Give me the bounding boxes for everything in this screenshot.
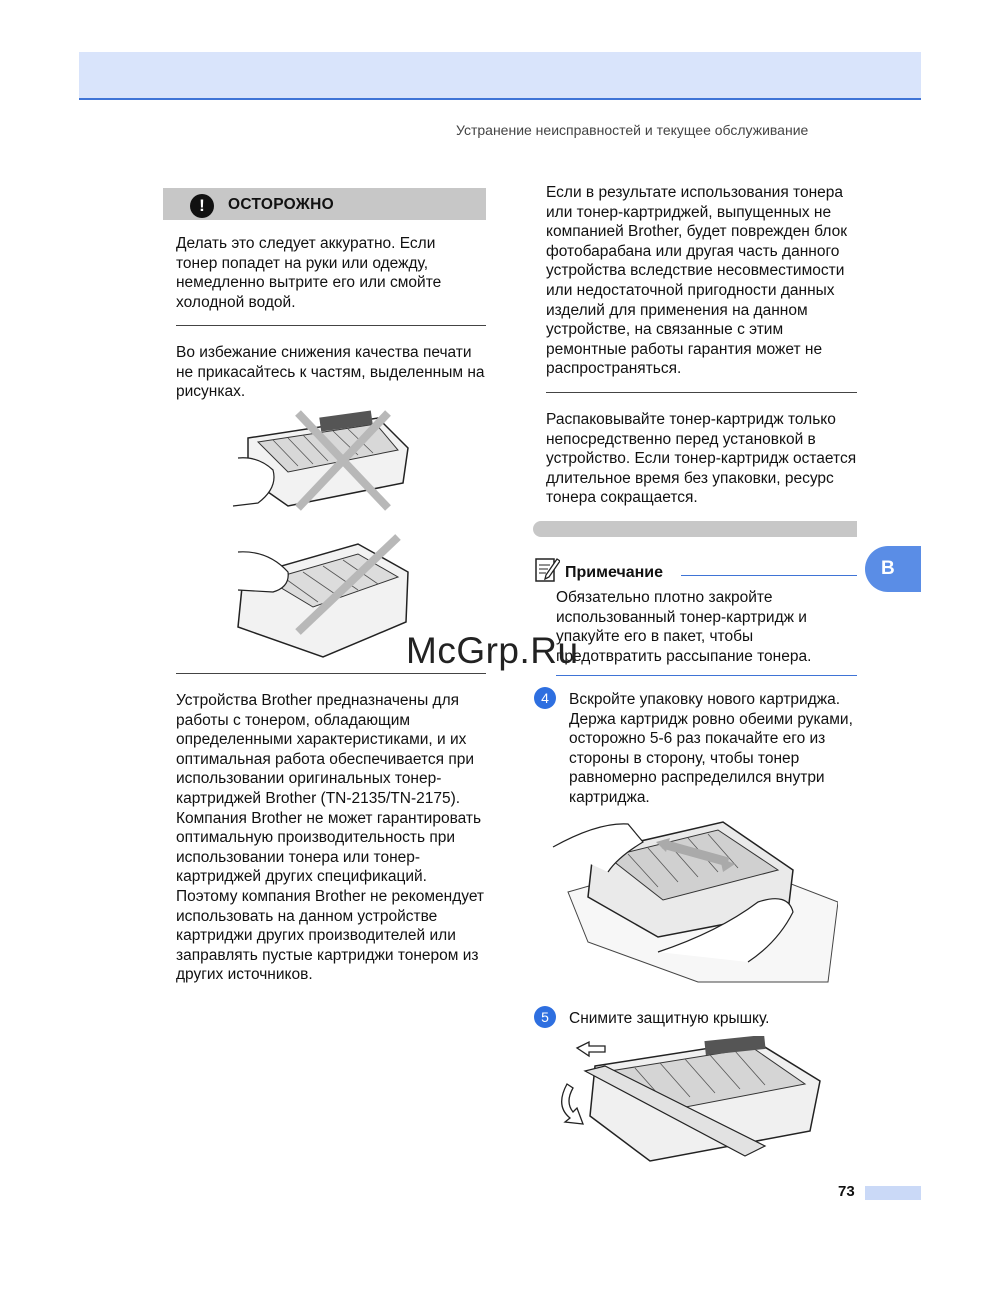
caution-text: Делать это следует аккуратно. Если тонер попадет на руки или одежду, немедленно вытрите его или смойте холодной водой. <box>176 235 442 311</box>
note-label: Примечание <box>565 564 664 581</box>
toner-cartridge-illustration <box>228 408 418 518</box>
exclamation-icon: ! <box>190 194 214 218</box>
note-text: Обязательно плотно закройте использованный тонер-картридж и упакуйте его в пакет, чтобы предотвратить рассыпание тонера. <box>556 589 812 665</box>
header-band <box>79 52 921 100</box>
step-number: 4 <box>534 687 556 709</box>
page-number-band <box>865 1186 921 1200</box>
divider <box>176 325 486 326</box>
step-text: Снимите защитную крышку. <box>569 1010 770 1027</box>
step-text: Вскройте упаковку нового картриджа. Держа картридж ровно обеими руками, осторожно 5-6 раз покачайте его из стороны в сторону, чтобы тонер равномерно распределился внутри картриджа. <box>569 691 853 806</box>
shake-cartridge-illustration <box>548 812 838 992</box>
note-rule <box>681 575 857 576</box>
running-head: Устранение неисправностей и текущее обслуживание <box>456 122 809 138</box>
remove-cover-illustration <box>555 1036 830 1166</box>
caution-label: ОСТОРОЖНО <box>228 196 334 213</box>
step-number: 5 <box>534 1006 556 1028</box>
divider <box>176 673 486 674</box>
note-pencil-icon <box>534 555 560 583</box>
note-bottom-rule <box>556 675 857 676</box>
divider <box>546 392 857 393</box>
unpack-text: Распаковывайте тонер-картридж только непосредственно перед установкой в устройство. Если тонер-картридж остается длительное время без упаковки, ресурс тонера сокращается. <box>546 411 857 507</box>
brother-note-text: Устройства Brother предназначены для работы с тонером, обладающим определенными характеристиками, и их оптимальная работа обеспечивается при использовании оригинальных тонер-картриджей Brother (TN-2135/TN-2175). Компания Brother не может гарантировать оптимальную производительность при использовании тонера или тонер-картриджей других спецификаций. Поэтому компания Brother не рекомендует использовать на данном устройстве картриджи других производителей или заправлять пустые картриджи тонером из других источников. <box>176 692 485 984</box>
drum-unit-illustration <box>228 532 418 662</box>
page-number: 73 <box>838 1183 855 1200</box>
warranty-text: Если в результате использования тонера или тонер-картриджей, выпущенных не компанией Brother, будет поврежден блок фотобарабана или другая часть данного устройства вследствие несовместимости или недостаточной пригодности данных изделий для применения на данном устройстве, на связанные с этим ремонтные работы гарантия может не распространяться. <box>546 184 847 378</box>
chapter-tab: B <box>865 546 921 592</box>
watermark: McGrp.Ru <box>406 630 579 671</box>
warning-parts-text: Во избежание снижения качества печати не прикасайтесь к частям, выделенным на рисунках. <box>176 344 485 401</box>
caution-end-bar <box>533 521 857 537</box>
